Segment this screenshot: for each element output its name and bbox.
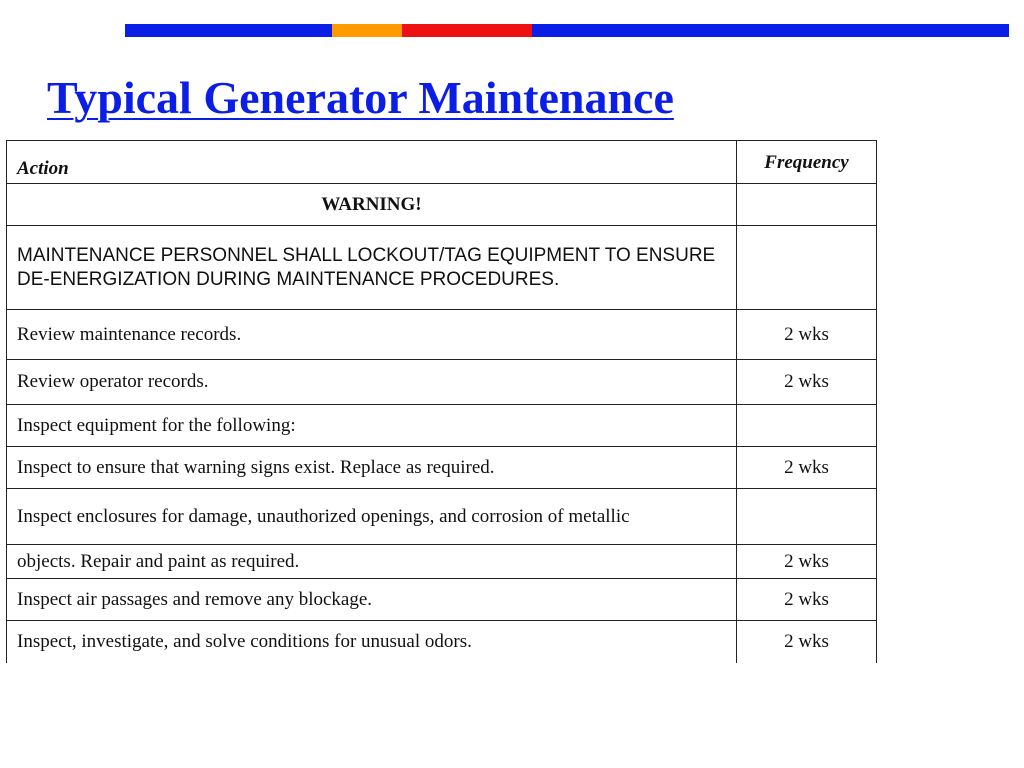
table-row xyxy=(7,184,877,226)
color-bar-segment-red xyxy=(402,24,532,37)
table-header-row xyxy=(7,141,877,184)
frequency-cell xyxy=(737,405,877,447)
header-frequency: Frequency xyxy=(737,141,877,184)
table-row xyxy=(7,405,877,447)
decorative-color-bar xyxy=(125,24,1009,37)
frequency-cell: 2 wks xyxy=(737,310,877,360)
action-cell: Review maintenance records. xyxy=(7,310,737,360)
color-bar-segment-blue-left xyxy=(125,24,332,37)
action-cell: MAINTENANCE PERSONNEL SHALL LOCKOUT/TAG EQUIPMENT TO ENSURE DE-ENERGIZATION DURING MAINTENANCE PROCEDURES. xyxy=(7,226,737,310)
table-row xyxy=(7,489,877,545)
table-row xyxy=(7,447,877,489)
frequency-cell: 2 wks xyxy=(737,579,877,621)
frequency-cell: 2 wks xyxy=(737,545,877,579)
maintenance-table xyxy=(6,140,877,663)
frequency-cell: 2 wks xyxy=(737,621,877,663)
table-row xyxy=(7,310,877,360)
frequency-cell xyxy=(737,489,877,545)
action-cell: Inspect enclosures for damage, unauthorized openings, and corrosion of metallic xyxy=(7,489,737,545)
table-row xyxy=(7,545,877,579)
color-bar-segment-orange xyxy=(332,24,402,37)
action-cell: Inspect air passages and remove any blockage. xyxy=(7,579,737,621)
table-row xyxy=(7,579,877,621)
action-cell: Review operator records. xyxy=(7,360,737,405)
frequency-cell xyxy=(737,184,877,226)
frequency-cell xyxy=(737,226,877,310)
header-action: Action xyxy=(7,141,737,184)
color-bar-segment-blue-right xyxy=(532,24,1009,37)
table-row xyxy=(7,226,877,310)
action-cell: objects. Repair and paint as required. xyxy=(7,545,737,579)
warning-cell: WARNING! xyxy=(7,184,737,226)
action-cell: Inspect to ensure that warning signs exist. Replace as required. xyxy=(7,447,737,489)
table-row xyxy=(7,360,877,405)
frequency-cell: 2 wks xyxy=(737,360,877,405)
frequency-cell: 2 wks xyxy=(737,447,877,489)
slide-title: Typical Generator Maintenance xyxy=(47,72,674,123)
action-cell: Inspect, investigate, and solve conditions for unusual odors. xyxy=(7,621,737,663)
action-cell: Inspect equipment for the following: xyxy=(7,405,737,447)
table-row xyxy=(7,621,877,663)
